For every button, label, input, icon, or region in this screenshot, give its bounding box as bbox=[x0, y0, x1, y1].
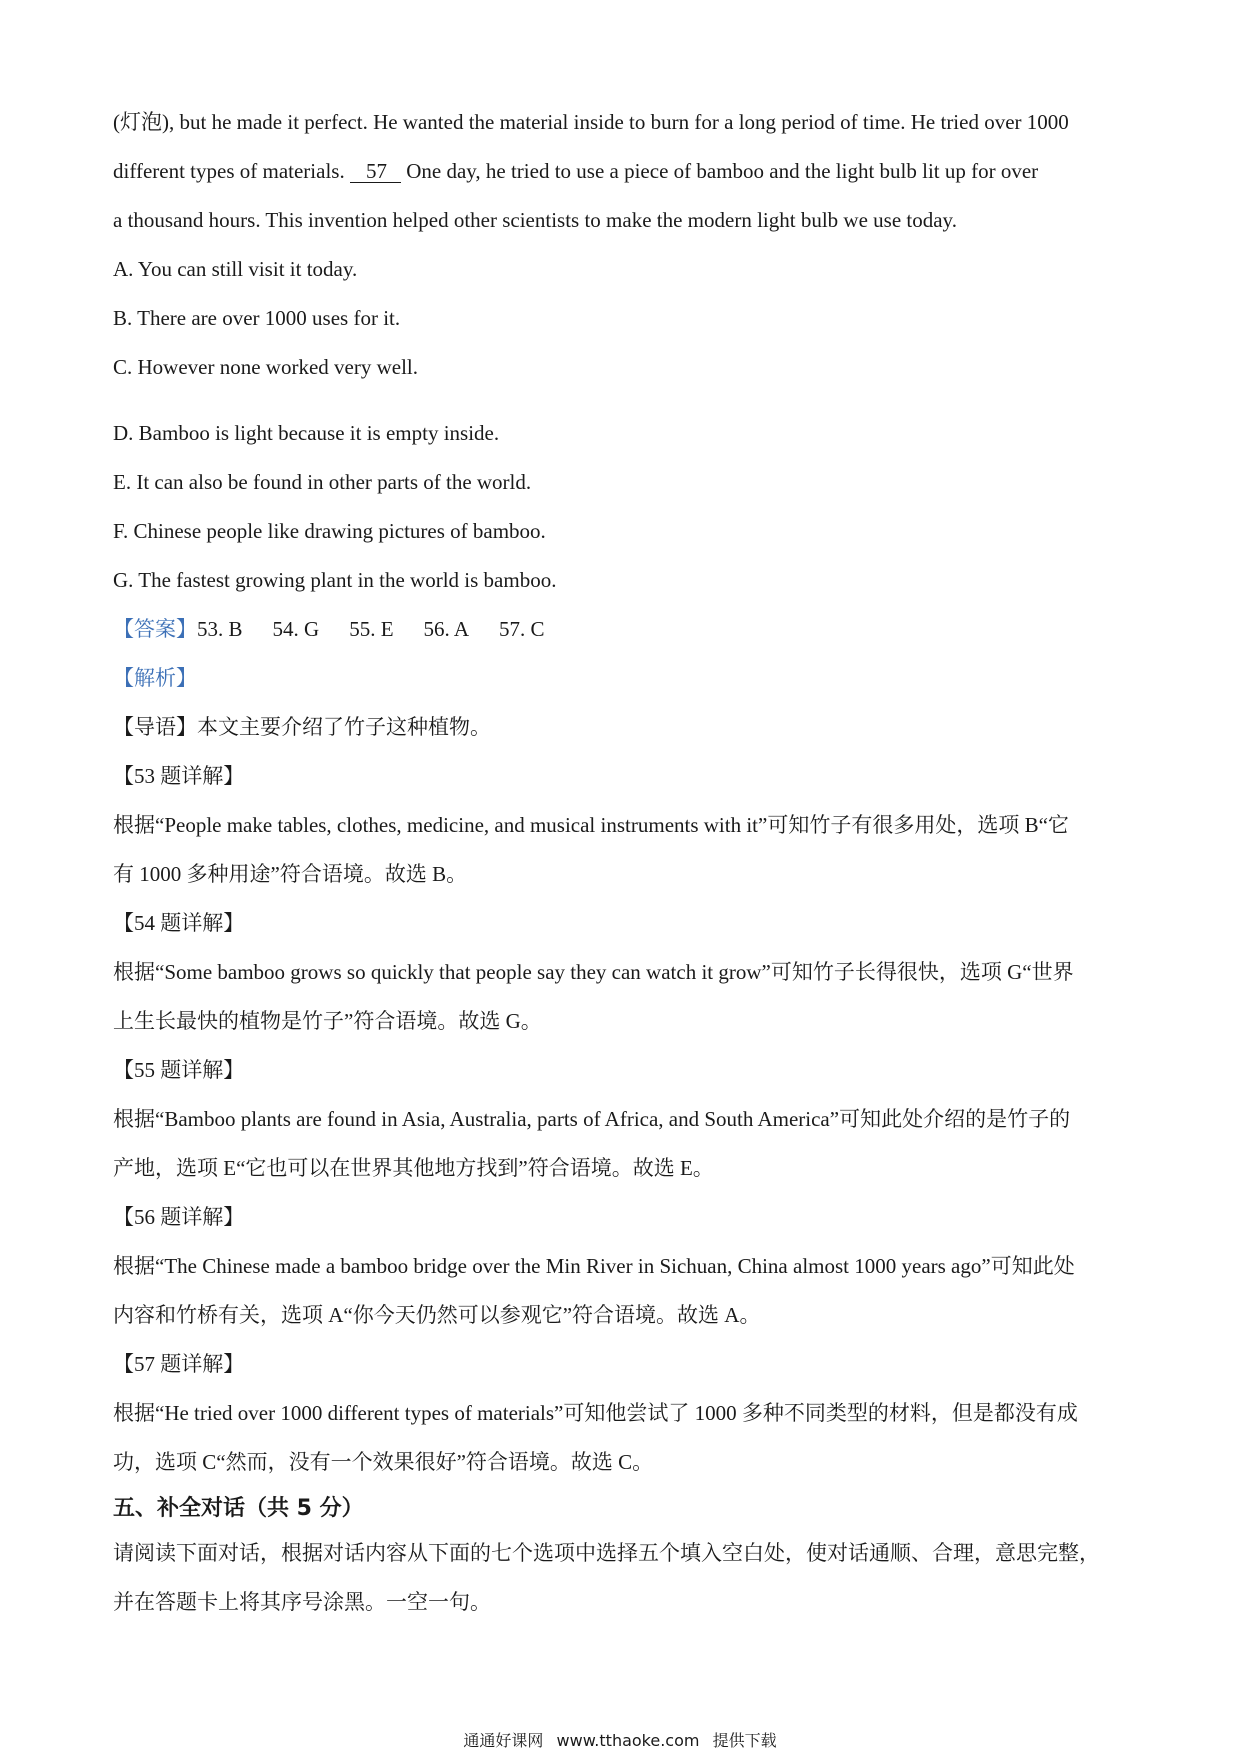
option-f: F. Chinese people like drawing pictures of bamboo. bbox=[113, 519, 546, 543]
option-e: E. It can also be found in other parts of the world. bbox=[113, 470, 532, 494]
passage-line: (灯泡), but he made it perfect. He wanted the material inside to burn for a long period of time. He tried over 1000 bbox=[113, 110, 1069, 134]
option-c: C. However none worked very well. bbox=[113, 355, 418, 379]
page-footer bbox=[0, 1728, 1240, 1751]
passage-text: different types of materials. bbox=[113, 159, 350, 183]
detail-line: 根据“People make tables, clothes, medicine, and musical instruments with it”可知竹子有很多用处，选项 B“它 bbox=[113, 813, 1069, 837]
answer-label: 【答案】 bbox=[113, 617, 197, 641]
passage-line: a thousand hours. This invention helped other scientists to make the modern light bulb we use today. bbox=[113, 208, 957, 232]
answer-row bbox=[113, 605, 1133, 654]
answer-item: 53. B bbox=[197, 617, 243, 641]
option-a: A. You can still visit it today. bbox=[113, 257, 358, 281]
blank-57: 57 bbox=[350, 160, 401, 183]
passage bbox=[113, 98, 1133, 245]
detail-53 bbox=[113, 752, 1133, 899]
passage-text: One day, he tried to use a piece of bamboo and the light bulb lit up for over bbox=[400, 159, 1039, 183]
section-title: 五、补全对话（共 5 分） bbox=[113, 1496, 364, 1521]
option-d: D. Bamboo is light because it is empty inside. bbox=[113, 421, 500, 445]
option-g: G. The fastest growing plant in the world is bamboo. bbox=[113, 568, 557, 592]
footer-site-name: 通通好课网 bbox=[463, 1731, 544, 1750]
detail-line: 有 1000 多种用途”符合语境。故选 B。 bbox=[113, 862, 468, 886]
detail-line: 内容和竹桥有关，选项 A“你今天仍然可以参观它”符合语境。故选 A。 bbox=[113, 1303, 761, 1327]
detail-line: 根据“The Chinese made a bamboo bridge over the Min River in Sichuan, China almost 1000 years ago”可知此处 bbox=[113, 1254, 1075, 1278]
analysis-intro: 【导语】本文主要介绍了竹子这种植物。 bbox=[113, 715, 491, 739]
detail-57 bbox=[113, 1340, 1133, 1487]
detail-56 bbox=[113, 1193, 1133, 1340]
options-list bbox=[113, 245, 1133, 605]
answer-item: 55. E bbox=[349, 617, 394, 641]
detail-line: 产地，选项 E“它也可以在世界其他地方找到”符合语境。故选 E。 bbox=[113, 1156, 714, 1180]
detail-heading: 【57 题详解】 bbox=[113, 1352, 245, 1376]
option-b: B. There are over 1000 uses for it. bbox=[113, 306, 401, 330]
detail-heading: 【53 题详解】 bbox=[113, 764, 245, 788]
answer-item: 57. C bbox=[499, 617, 545, 641]
footer-note: 提供下载 bbox=[712, 1731, 777, 1750]
analysis-label: 【解析】 bbox=[113, 666, 197, 690]
detail-heading: 【54 题详解】 bbox=[113, 911, 245, 935]
footer-url: www.tthaoke.com bbox=[556, 1731, 700, 1750]
answer-item: 56. A bbox=[423, 617, 470, 641]
detail-line: 根据“Bamboo plants are found in Asia, Australia, parts of Africa, and South America”可知此处介绍的是竹子的 bbox=[113, 1107, 1071, 1131]
detail-line: 根据“He tried over 1000 different types of materials”可知他尝试了 1000 多种不同类型的材料，但是都没有成 bbox=[113, 1401, 1078, 1425]
passage-line bbox=[113, 147, 1133, 196]
detail-line: 功，选项 C“然而，没有一个效果很好”符合语境。故选 C。 bbox=[113, 1450, 654, 1474]
detail-heading: 【56 题详解】 bbox=[113, 1205, 245, 1229]
detail-54 bbox=[113, 899, 1133, 1046]
detail-heading: 【55 题详解】 bbox=[113, 1058, 245, 1082]
document-page bbox=[113, 98, 1133, 1627]
answer-item: 54. G bbox=[272, 617, 320, 641]
detail-line: 上生长最快的植物是竹子”符合语境。故选 G。 bbox=[113, 1009, 542, 1033]
detail-55 bbox=[113, 1046, 1133, 1193]
instruction-line: 并在答题卡上将其序号涂黑。一空一句。 bbox=[113, 1590, 491, 1614]
detail-line: 根据“Some bamboo grows so quickly that people say they can watch it grow”可知竹子长得很快，选项 G“世界 bbox=[113, 960, 1074, 984]
instruction-line: 请阅读下面对话，根据对话内容从下面的七个选项中选择五个填入空白处，使对话通顺、合理，意思完整， bbox=[113, 1541, 1100, 1565]
